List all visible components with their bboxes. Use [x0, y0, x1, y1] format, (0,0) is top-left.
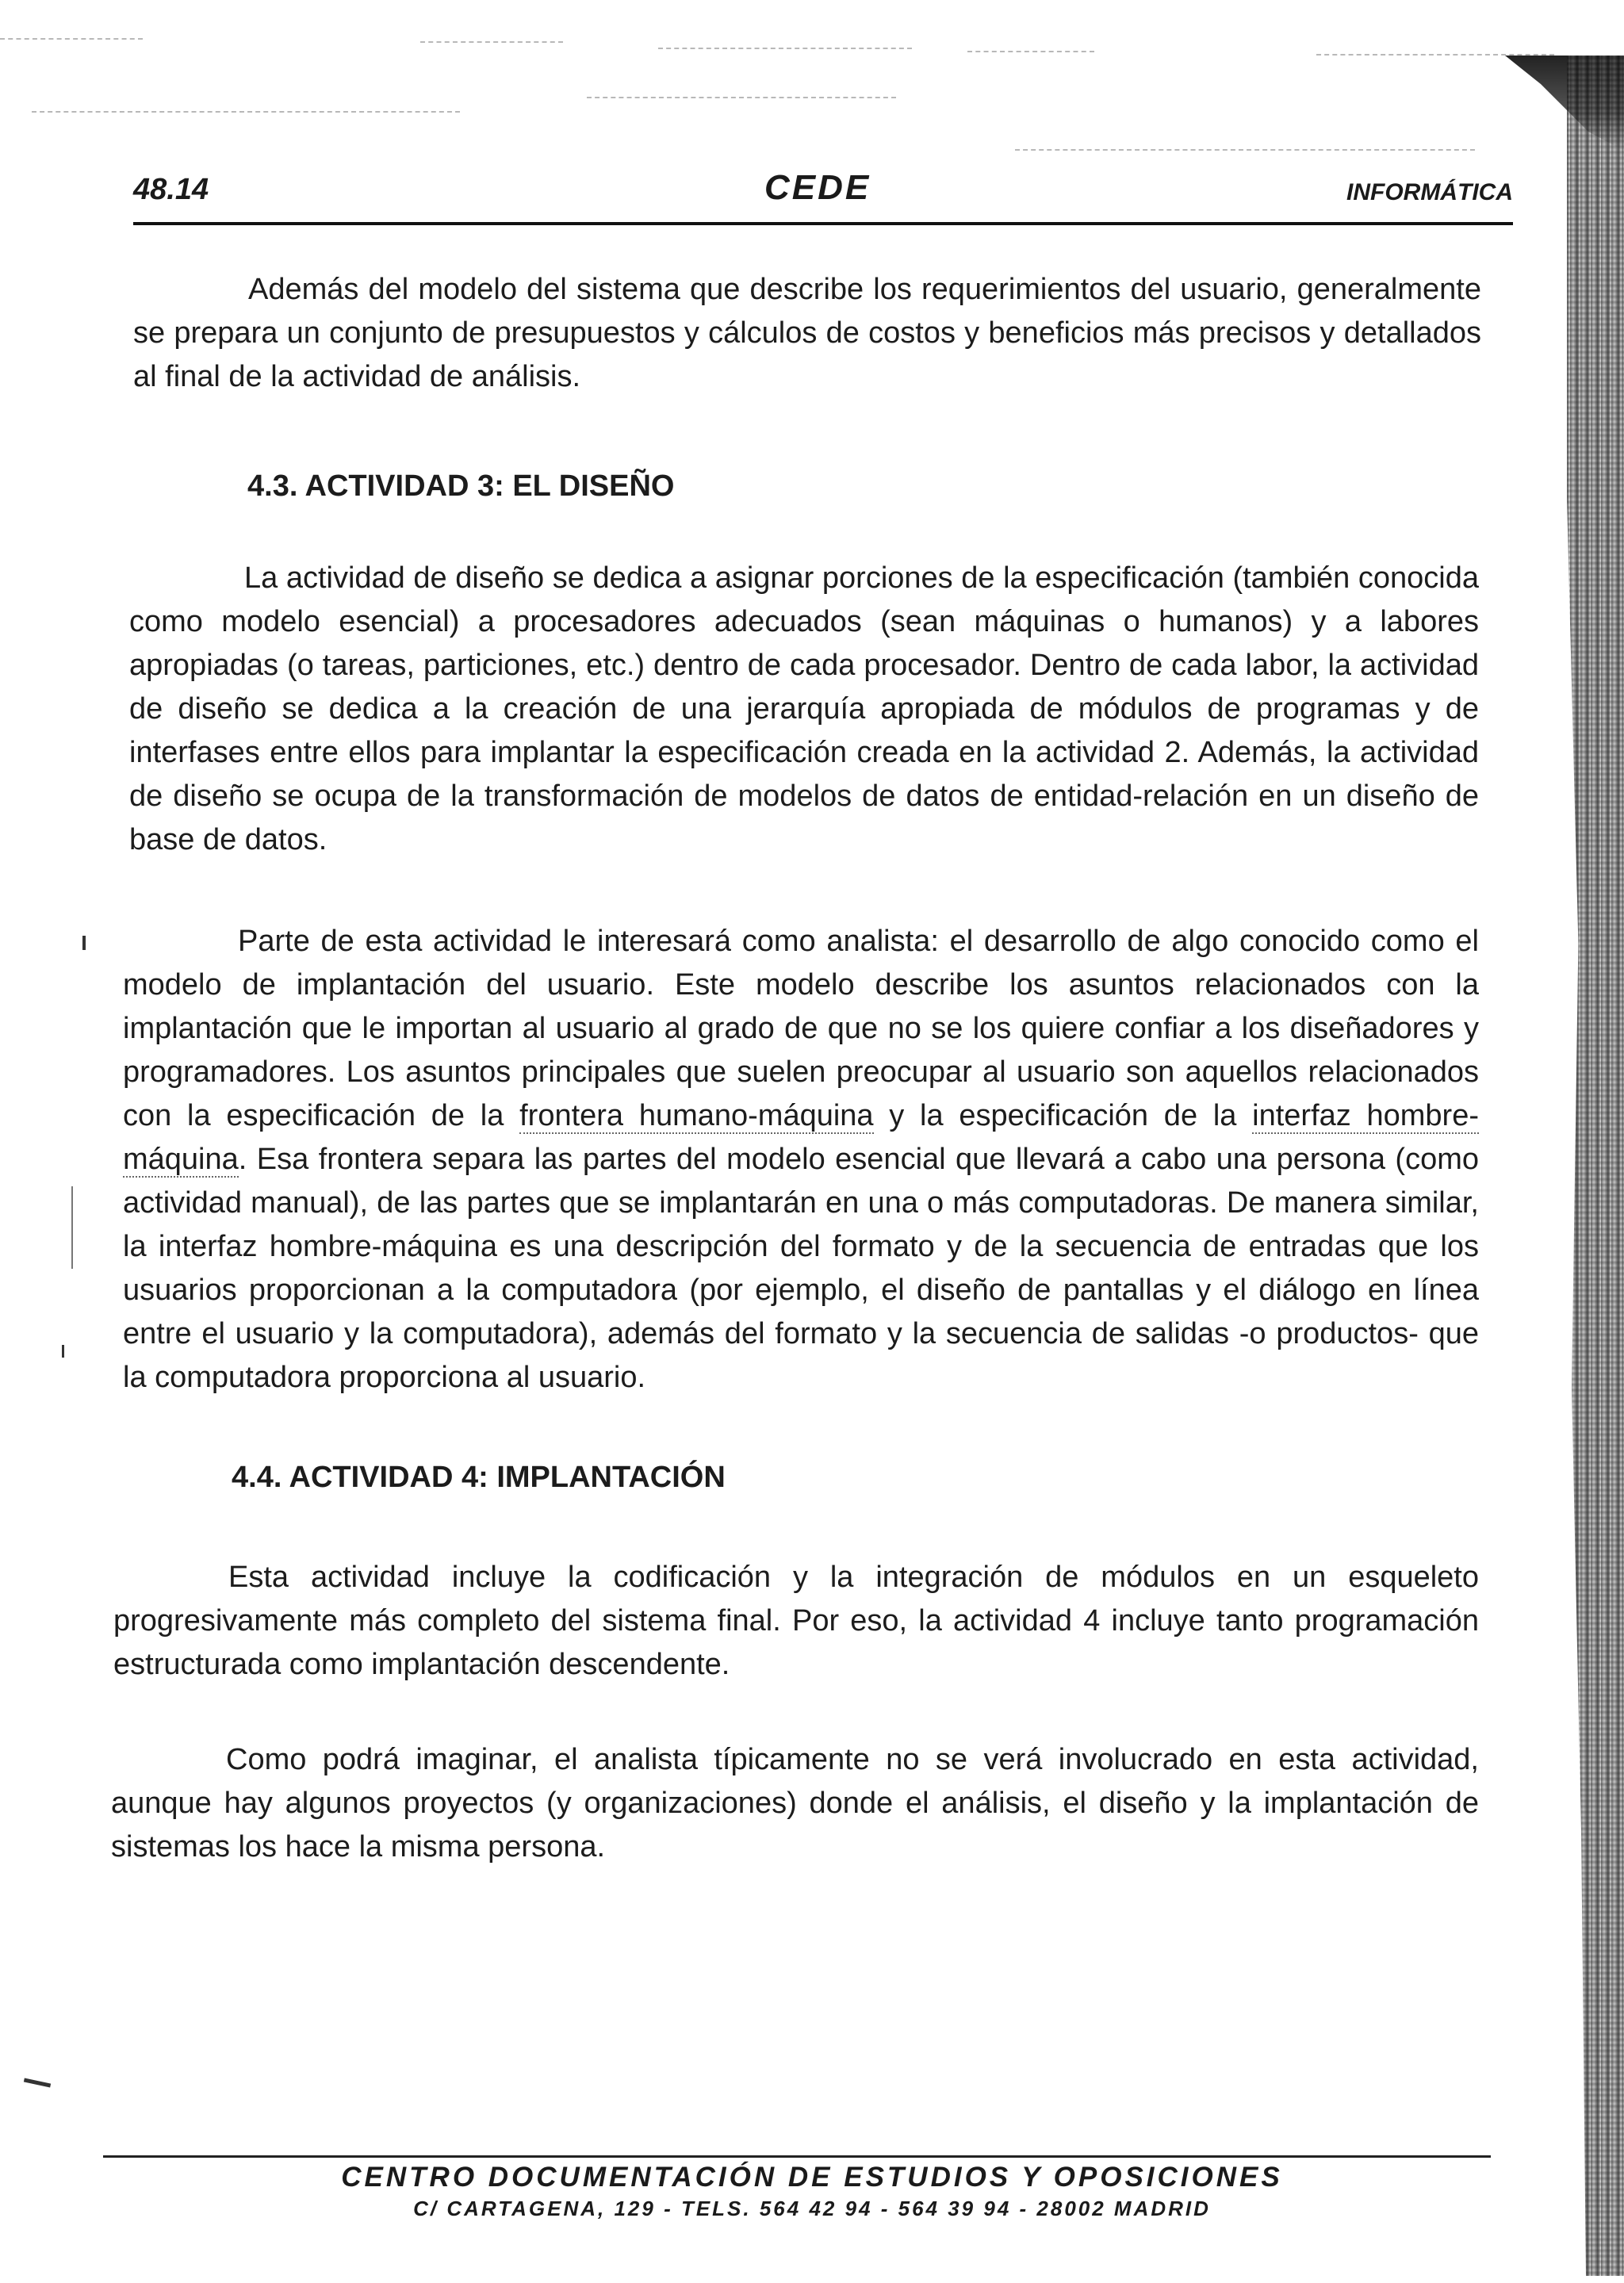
term-frontera: frontera humano-máquina: [519, 1099, 874, 1132]
margin-mark: [71, 1186, 73, 1269]
paragraph-text: . Esa frontera separa las partes del modelo esencial que llevará a cabo una persona (como actividad manual), de las partes que se implantarán en una o más computadoras. De manera similar, la interfaz hombre-máquina es una descripción del formato y de la secuencia de entradas que los usuarios proporcionan a la computadora (por ejemplo, el diseño de pantallas y el diálogo en línea entre el usuario y la computadora), además del formato y la secuencia de salidas -o productos- que la computadora proporciona al usuario.: [123, 1143, 1479, 1394]
footer-address: C/ CARTAGENA, 129 - TELS. 564 42 94 - 564 39 94 - 28002 MADRID: [413, 2197, 1211, 2220]
page-header: [133, 168, 1513, 220]
term-interfaz: interfaz hombre-máquina: [123, 1099, 1479, 1176]
margin-mark: [62, 1345, 64, 1358]
scan-streak: [658, 48, 912, 49]
scan-streak: [1316, 54, 1554, 56]
paragraph: Además del modelo del sistema que describe los requerimientos del usuario, generalmente se prepara un conjunto de presupuestos y cálculos de costos y beneficios más precisos y detallados al final de la actividad de análisis.: [133, 273, 1481, 393]
section-heading: 4.3. ACTIVIDAD 3: EL DISEÑO: [247, 469, 675, 503]
brand-name: CEDE: [764, 168, 871, 207]
paragraph: La actividad de diseño se dedica a asignar porciones de la especificación (también conocida como modelo esencial) a procesadores adecuados (sean máquinas o humanos) y a labores apropiadas (o tareas, particiones, etc.) dentro de cada procesador. Dentro de cada labor, la actividad de diseño se dedica a la creación de una jerarquía apropiada de módulos de programas y de interfases entre ellos para implantar la especificación creada en la actividad 2. Además, la actividad de diseño se ocupa de la transformación de modelos de datos de entidad-relación en un diseño de base de datos.: [129, 561, 1479, 856]
section-title: INFORMÁTICA: [1346, 179, 1513, 205]
footer-divider: [103, 2155, 1491, 2158]
footer-organization: CENTRO DOCUMENTACIÓN DE ESTUDIOS Y OPOSICIONES: [341, 2162, 1283, 2193]
paragraph: [123, 920, 1479, 1400]
margin-mark: [82, 936, 86, 950]
page-number: 48.14: [133, 173, 209, 206]
margin-mark: [24, 2078, 51, 2088]
paragraph: Esta actividad incluye la codificación y la integración de módulos en un esqueleto progresivamente más completo del sistema final. Por eso, la actividad 4 incluye tanto programación estructurada como implantación descendente.: [113, 1561, 1479, 1681]
section-heading: 4.4. ACTIVIDAD 4: IMPLANTACIÓN: [232, 1461, 726, 1494]
header-divider: [133, 222, 1513, 225]
scan-edge-shadow: [1529, 56, 1624, 2276]
scan-streak: [420, 41, 563, 43]
paragraph-text: y la especificación de la: [873, 1099, 1253, 1132]
scan-streak: [967, 51, 1094, 52]
scan-streak: [1015, 149, 1475, 151]
scan-streak: [587, 97, 896, 98]
scan-streak: [32, 111, 460, 113]
scan-streak: [0, 38, 143, 40]
paragraph-text: Parte de esta actividad le interesará como analista: el desarrollo de algo conocido como el modelo de implantación del usuario. Este modelo describe los asuntos relacionados con la implantación que le importan al usuario al grado de que no se los quiere confiar a los diseñadores y programadores. Los asuntos principales que suelen preocupar al usuario son aquellos relacionados con la especificación de la: [123, 925, 1479, 1132]
paragraph: Como podrá imaginar, el analista típicamente no se verá involucrado en esta actividad, aunque hay algunos proyectos (y organizaciones) donde el análisis, el diseño y la implantación de sistemas los hace la misma persona.: [111, 1743, 1479, 1864]
